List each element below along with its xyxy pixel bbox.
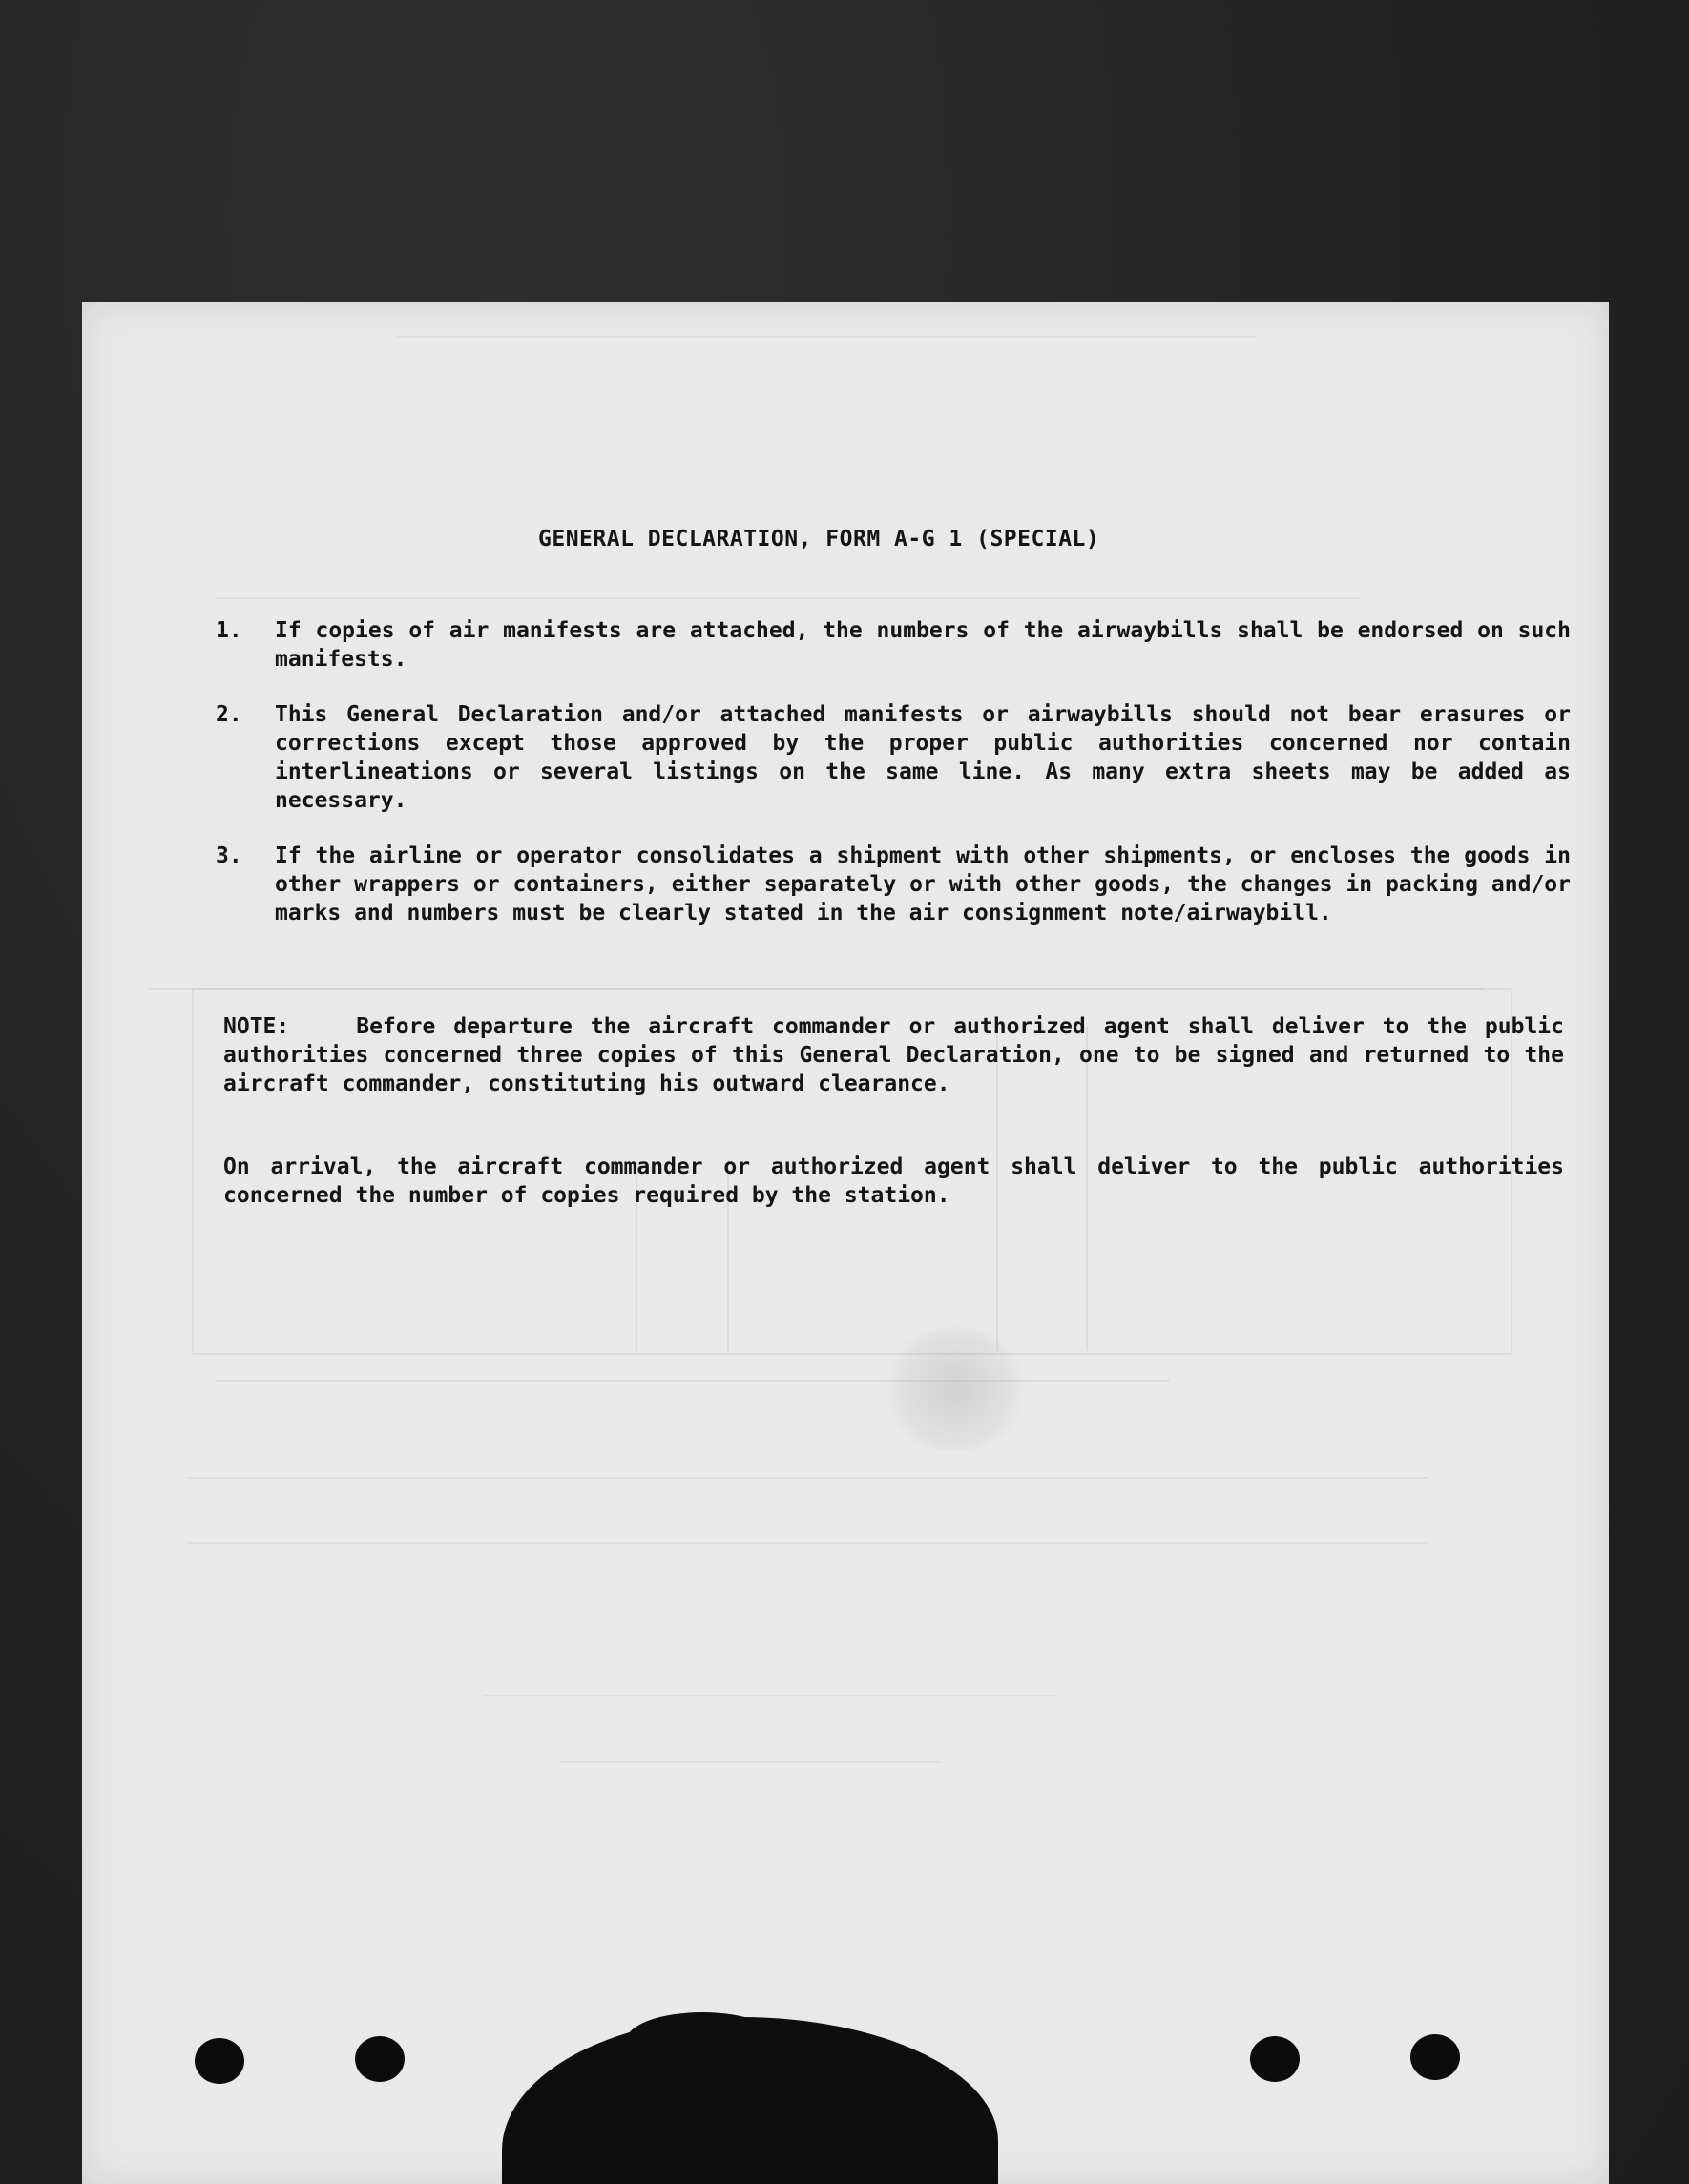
item-number: 1. <box>216 618 242 643</box>
bleed-through-line <box>559 1761 941 1763</box>
bleed-through-line <box>397 336 1256 338</box>
punch-hole <box>1250 2036 1300 2082</box>
bleed-through-line <box>187 1542 1428 1544</box>
document-page <box>82 302 1609 2184</box>
item-number: 2. <box>216 702 242 727</box>
document-title: GENERAL DECLARATION, FORM A-G 1 (SPECIAL) <box>538 527 1100 551</box>
item-text: This General Declaration and/or attached manifests or airwaybills should not bear erasures or corrections except those approved by the proper public authorities concerned nor contain interlineations or several listings on the same line. As many extra sheets may be added as necessary. <box>275 702 1571 813</box>
arrival-paragraph: On arrival, the aircraft commander or authorized agent shall deliver to the public authorities concerned the number of copies required by the station. <box>223 1154 1564 1208</box>
punch-hole <box>1410 2034 1460 2080</box>
note-label: NOTE: <box>223 1014 290 1039</box>
bleed-through-line <box>216 597 1361 599</box>
item-text: If copies of air manifests are attached, the numbers of the airwaybills shall be endorsed on such manifests. <box>275 618 1571 672</box>
list-item <box>216 700 1571 815</box>
punch-hole <box>195 2038 244 2084</box>
smudge <box>884 1327 1027 1451</box>
bleed-through-line <box>187 1477 1428 1479</box>
list-item <box>216 842 1571 927</box>
bleed-through-line <box>216 1380 1170 1382</box>
item-text: If the airline or operator consolidates a shipment with other shipments, or encloses the goods in other wrappers or containers, either separately or with other goods, the changes in packing and/or marks and numbers must be clearly stated in the air consignment note/airwaybill. <box>275 843 1571 926</box>
bleed-through-line <box>483 1695 1055 1696</box>
item-number: 3. <box>216 843 242 868</box>
punch-hole <box>355 2036 405 2082</box>
torn-edge <box>502 2017 998 2184</box>
note-paragraph <box>223 1012 1564 1098</box>
note-text: Before departure the aircraft commander or authorized agent shall deliver to the public authorities concerned three copies of this General Declaration, one to be signed and returned to the aircraft commander, constituting his outward clearance. <box>223 1014 1564 1096</box>
list-item <box>216 616 1571 674</box>
